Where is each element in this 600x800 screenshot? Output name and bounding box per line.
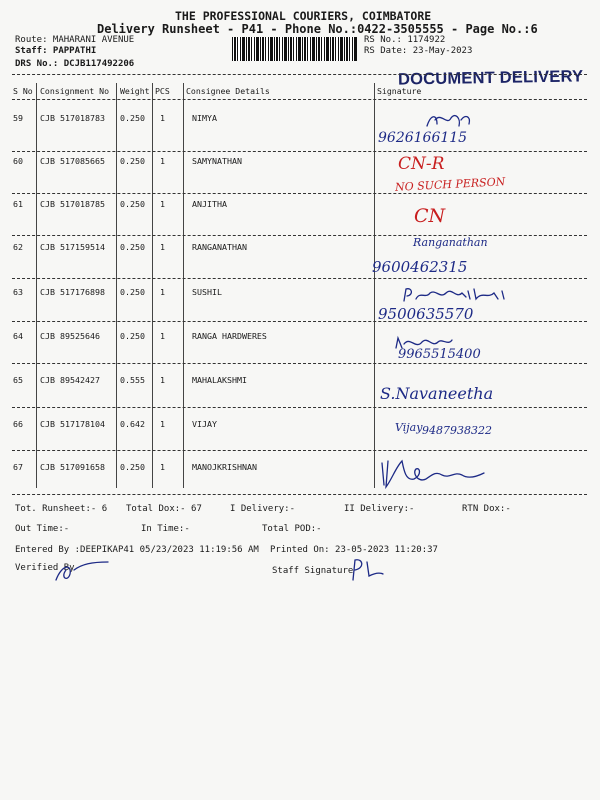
row-divider <box>12 193 587 194</box>
row-weight: 0.555 <box>120 375 145 385</box>
row-pcs: 1 <box>160 375 165 385</box>
handwritten-phone: 9500635570 <box>378 305 474 323</box>
row-divider <box>12 363 587 364</box>
handwritten-name: S.Navaneetha <box>380 384 494 403</box>
runsheet-title: Delivery Runsheet - P41 - Phone No.:0422-3505555 - Page No.:6 <box>97 22 538 36</box>
row-consignee: VIJAY <box>192 419 217 429</box>
row-consignment: CJB 517018785 <box>40 199 105 209</box>
row-weight: 0.642 <box>120 419 145 429</box>
handwritten-phone: 9965515400 <box>398 347 481 362</box>
handwritten-phone: 9600462315 <box>372 258 468 276</box>
verified-by: Verified By <box>15 563 75 573</box>
row-consignment: CJB 517018783 <box>40 113 105 123</box>
row-consignee: ANJITHA <box>192 199 227 209</box>
row-weight: 0.250 <box>120 113 145 123</box>
row-divider <box>12 494 587 495</box>
row-consignment: CJB 517176898 <box>40 287 105 297</box>
row-sno: 62 <box>13 242 23 252</box>
row-sno: 59 <box>13 113 23 123</box>
verifier-signature <box>52 560 112 584</box>
col-divider <box>374 83 375 488</box>
rs-number: RS No.: 1174922 <box>364 35 446 45</box>
row-sno: 64 <box>13 331 23 341</box>
barcode <box>232 37 357 61</box>
col-consignee: Consignee Details <box>186 86 270 96</box>
route-label: Route: MAHARANI AVENUE <box>15 35 135 45</box>
handwritten-signature <box>380 457 490 493</box>
row-sno: 60 <box>13 156 23 166</box>
col-divider <box>36 83 37 488</box>
total-runsheet: Tot. Runsheet:- 6 <box>15 504 108 514</box>
row-divider <box>12 151 587 152</box>
col-divider <box>183 83 184 488</box>
row-sno: 65 <box>13 375 23 385</box>
total-pod: Total POD:- <box>262 524 322 534</box>
i-delivery: I Delivery:- <box>230 504 296 514</box>
staff-label: Staff: PAPPATHI <box>15 46 97 56</box>
staff-signature <box>347 558 387 582</box>
row-weight: 0.250 <box>120 242 145 252</box>
row-consignment: CJB 89525646 <box>40 331 100 341</box>
divider <box>12 74 587 75</box>
row-weight: 0.250 <box>120 156 145 166</box>
row-consignee: SUSHIL <box>192 287 222 297</box>
handwritten-signature <box>425 112 475 132</box>
row-consignment: CJB 517159514 <box>40 242 105 252</box>
row-pcs: 1 <box>160 419 165 429</box>
out-time: Out Time:- <box>15 524 70 534</box>
col-divider <box>152 83 153 488</box>
row-divider <box>12 235 587 236</box>
row-weight: 0.250 <box>120 331 145 341</box>
handwritten-name: Vijay <box>395 421 423 434</box>
row-consignee: SAMYNATHAN <box>192 156 242 166</box>
document-delivery-stamp: DOCUMENT DELIVERY <box>397 67 584 89</box>
handwritten-phone: 9487938322 <box>422 424 492 437</box>
row-pcs: 1 <box>160 199 165 209</box>
row-consignee: MANOJKRISHNAN <box>192 462 257 472</box>
row-pcs: 1 <box>160 242 165 252</box>
in-time: In Time:- <box>141 524 190 534</box>
row-consignee: NIMYA <box>192 113 217 123</box>
col-weight: Weight <box>120 86 150 96</box>
col-divider <box>116 83 117 488</box>
row-sno: 63 <box>13 287 23 297</box>
row-consignment: CJB 517178104 <box>40 419 105 429</box>
row-divider <box>12 321 587 322</box>
row-weight: 0.250 <box>120 462 145 472</box>
drs-number: DRS No.: DCJB117492206 <box>15 59 135 69</box>
col-sno: S No <box>13 86 33 96</box>
row-weight: 0.250 <box>120 287 145 297</box>
col-consignment: Consignment No <box>40 86 110 96</box>
rs-date: RS Date: 23-May-2023 <box>364 46 473 56</box>
header-divider <box>12 99 587 100</box>
row-sno: 67 <box>13 462 23 472</box>
printed-on: Printed On: 23-05-2023 11:20:37 <box>270 545 438 555</box>
entered-by: Entered By :DEEPIKAP41 05/23/2023 11:19:56 AM <box>15 545 259 555</box>
row-pcs: 1 <box>160 156 165 166</box>
row-sno: 66 <box>13 419 23 429</box>
col-pcs: PCS <box>155 86 170 96</box>
row-pcs: 1 <box>160 287 165 297</box>
row-divider <box>12 450 587 451</box>
row-weight: 0.250 <box>120 199 145 209</box>
row-pcs: 1 <box>160 462 165 472</box>
row-consignment: CJB 517085665 <box>40 156 105 166</box>
company-title: THE PROFESSIONAL COURIERS, COIMBATORE <box>175 9 432 23</box>
row-consignee: RANGA HARDWERES <box>192 331 267 341</box>
row-consignee: RANGANATHAN <box>192 242 247 252</box>
row-consignment: CJB 517091658 <box>40 462 105 472</box>
rtn-dox: RTN Dox:- <box>462 504 511 514</box>
row-pcs: 1 <box>160 331 165 341</box>
handwritten-name: Ranganathan <box>413 236 488 249</box>
row-sno: 61 <box>13 199 23 209</box>
ii-delivery: II Delivery:- <box>344 504 415 514</box>
handwritten-phone: 9626166115 <box>378 130 468 146</box>
row-pcs: 1 <box>160 113 165 123</box>
row-divider <box>12 407 587 408</box>
total-dox: Total Dox:- 67 <box>126 504 202 514</box>
col-signature: Signature <box>377 86 422 96</box>
handwritten-cn-r: CN-R <box>398 154 445 174</box>
row-consignment: CJB 89542427 <box>40 375 100 385</box>
staff-signature-label: Staff Signature <box>272 566 354 576</box>
row-consignee: MAHALAKSHMI <box>192 375 247 385</box>
handwritten-cn: CN <box>414 205 446 227</box>
row-divider <box>12 278 587 279</box>
handwritten-no-such-person: NO SUCH PERSON <box>394 175 506 194</box>
handwritten-signature <box>402 287 517 305</box>
